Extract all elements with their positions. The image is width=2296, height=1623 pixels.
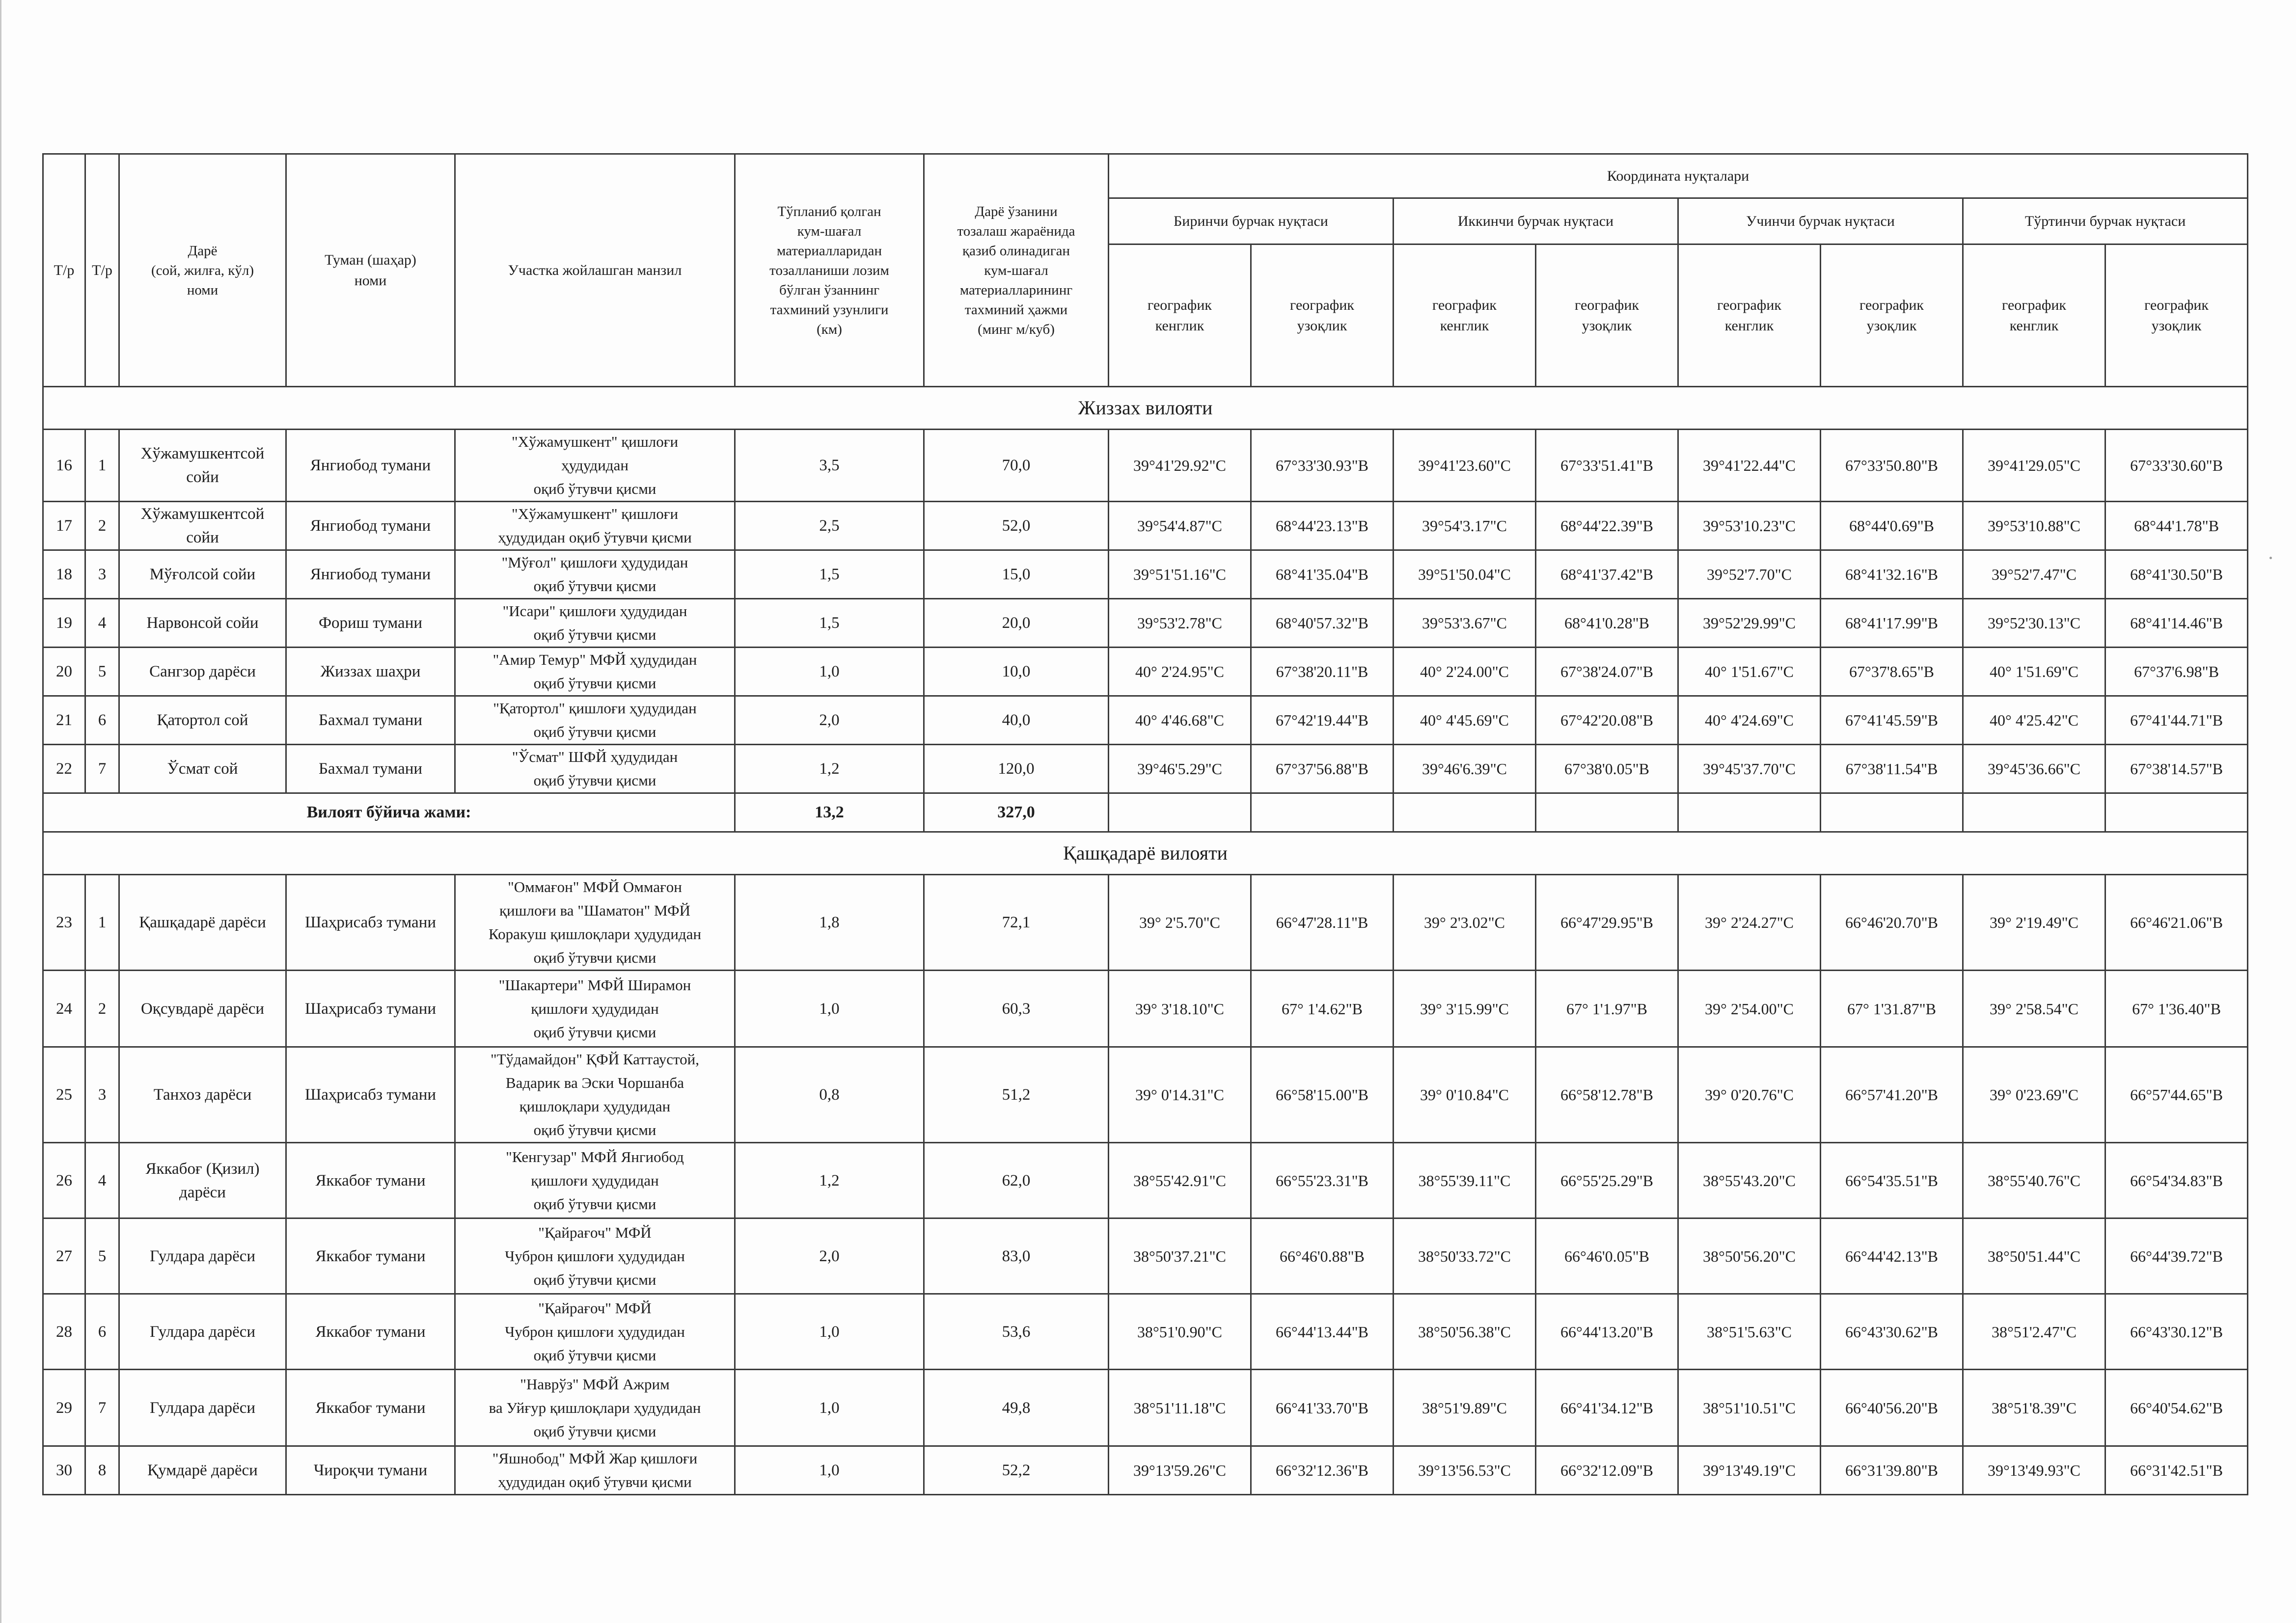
latitude-cell: 38°55'39.11"С xyxy=(1394,1143,1536,1218)
table-row xyxy=(43,875,2248,971)
longitude-cell: 67°33'30.93"В xyxy=(1251,430,1394,502)
length-km: 1,0 xyxy=(735,648,924,696)
longitude-cell: 66°47'29.95"В xyxy=(1536,875,1678,971)
longitude-cell: 66°43'30.62"В xyxy=(1821,1294,1963,1370)
district-name: Чироқчи тумани xyxy=(286,1446,455,1495)
site-address: "Қайрағоч" МФЙ Чуброн қишлоғи ҳудудидан оқиб ўтувчи қисми xyxy=(455,1294,735,1370)
table-row xyxy=(43,696,2248,745)
latitude-cell: 39°53'10.23"С xyxy=(1678,502,1821,550)
empty-cell xyxy=(1251,793,1394,832)
col-header-volume: Дарё ўзанини тозалаш жараёнида қазиб олинадиган кум-шағал материалларининг тахминий ҳажми (минг м/куб) xyxy=(924,154,1109,387)
longitude-cell: 68°44'0.69"В xyxy=(1821,502,1963,550)
longitude-cell: 66°41'33.70"В xyxy=(1251,1370,1394,1446)
river-name: Танхоз дарёси xyxy=(119,1047,286,1143)
longitude-cell: 67°42'19.44"В xyxy=(1251,696,1394,745)
site-address: "Тўдамайдон" ҚФЙ Каттаустой, Вадарик ва Эски Чоршанба қишлоқлари ҳудудидан оқиб ўтувчи қисми xyxy=(455,1047,735,1143)
row-number: 16 xyxy=(43,430,85,502)
longitude-cell: 68°44'22.39"В xyxy=(1536,502,1678,550)
longitude-cell: 68°41'17.99"В xyxy=(1821,599,1963,648)
site-address: "Исари" қишлоғи ҳудудидан оқиб ўтувчи қисми xyxy=(455,599,735,648)
region-total-label: Вилоят бўйича жами: xyxy=(43,793,735,832)
longitude-cell: 66°55'23.31"В xyxy=(1251,1143,1394,1218)
row-local-number: 1 xyxy=(85,875,119,971)
col-header-lon: географик узоқлик xyxy=(1536,244,1678,387)
river-name: Гулдара дарёси xyxy=(119,1370,286,1446)
latitude-cell: 39° 2'54.00"С xyxy=(1678,971,1821,1047)
length-km: 0,8 xyxy=(735,1047,924,1143)
length-km: 2,5 xyxy=(735,502,924,550)
district-name: Янгиобод тумани xyxy=(286,502,455,550)
longitude-cell: 66°58'12.78"В xyxy=(1536,1047,1678,1143)
volume-thousand-m3: 70,0 xyxy=(924,430,1109,502)
longitude-cell: 68°41'37.42"В xyxy=(1536,550,1678,599)
latitude-cell: 40° 4'46.68"С xyxy=(1109,696,1251,745)
empty-cell xyxy=(1109,793,1251,832)
latitude-cell: 40° 4'25.42"С xyxy=(1963,696,2105,745)
row-local-number: 7 xyxy=(85,1370,119,1446)
col-header-lat: географик кенглик xyxy=(1963,244,2105,387)
river-name: Қатортол сой xyxy=(119,696,286,745)
longitude-cell: 68°41'0.28"В xyxy=(1536,599,1678,648)
latitude-cell: 39° 2'58.54"С xyxy=(1963,971,2105,1047)
latitude-cell: 39°13'56.53"С xyxy=(1394,1446,1536,1495)
row-number: 23 xyxy=(43,875,85,971)
longitude-cell: 66°44'39.72"В xyxy=(2105,1218,2248,1294)
longitude-cell: 66°31'42.51"В xyxy=(2105,1446,2248,1495)
table-row xyxy=(43,1047,2248,1143)
longitude-cell: 66°43'30.12"В xyxy=(2105,1294,2248,1370)
longitude-cell: 66°57'44.65"В xyxy=(2105,1047,2248,1143)
volume-thousand-m3: 15,0 xyxy=(924,550,1109,599)
river-name: Мўғолсой сойи xyxy=(119,550,286,599)
latitude-cell: 39° 0'20.76"С xyxy=(1678,1047,1821,1143)
longitude-cell: 66°44'13.20"В xyxy=(1536,1294,1678,1370)
longitude-cell: 68°44'23.13"В xyxy=(1251,502,1394,550)
latitude-cell: 40° 1'51.67"С xyxy=(1678,648,1821,696)
region-total-length: 13,2 xyxy=(735,793,924,832)
volume-thousand-m3: 40,0 xyxy=(924,696,1109,745)
latitude-cell: 38°50'33.72"С xyxy=(1394,1218,1536,1294)
row-number: 18 xyxy=(43,550,85,599)
longitude-cell: 68°41'35.04"В xyxy=(1251,550,1394,599)
length-km: 2,0 xyxy=(735,696,924,745)
row-number: 30 xyxy=(43,1446,85,1495)
row-local-number: 4 xyxy=(85,1143,119,1218)
longitude-cell: 67°37'8.65"В xyxy=(1821,648,1963,696)
latitude-cell: 38°50'51.44"С xyxy=(1963,1218,2105,1294)
latitude-cell: 39° 0'10.84"С xyxy=(1394,1047,1536,1143)
latitude-cell: 39°54'3.17"С xyxy=(1394,502,1536,550)
scan-speck xyxy=(2269,557,2272,559)
length-km: 1,0 xyxy=(735,1294,924,1370)
longitude-cell: 67° 1'4.62"В xyxy=(1251,971,1394,1047)
latitude-cell: 39° 2'3.02"С xyxy=(1394,875,1536,971)
col-header-length: Тўпланиб қолган кум-шағал материалларидан тозалланиши лозим бўлган ўзаннинг тахминий узунлиги (км) xyxy=(735,154,924,387)
latitude-cell: 38°51'9.89"С xyxy=(1394,1370,1536,1446)
district-name: Яккабоғ тумани xyxy=(286,1218,455,1294)
site-address: "Мўғол" қишлоғи ҳудудидан оқиб ўтувчи қисми xyxy=(455,550,735,599)
row-number: 27 xyxy=(43,1218,85,1294)
district-name: Шаҳрисабз тумани xyxy=(286,875,455,971)
row-number: 28 xyxy=(43,1294,85,1370)
longitude-cell: 66°44'42.13"В xyxy=(1821,1218,1963,1294)
row-local-number: 8 xyxy=(85,1446,119,1495)
col-header-lat: географик кенглик xyxy=(1109,244,1251,387)
col-header-lon: географик узоқлик xyxy=(2105,244,2248,387)
col-header-district: Туман (шаҳар) номи xyxy=(286,154,455,387)
latitude-cell: 39° 3'18.10"С xyxy=(1109,971,1251,1047)
latitude-cell: 40° 1'51.69"С xyxy=(1963,648,2105,696)
length-km: 1,5 xyxy=(735,599,924,648)
district-name: Яккабоғ тумани xyxy=(286,1143,455,1218)
length-km: 1,0 xyxy=(735,971,924,1047)
river-name: Қумдарё дарёси xyxy=(119,1446,286,1495)
district-name: Янгиобод тумани xyxy=(286,550,455,599)
row-number: 26 xyxy=(43,1143,85,1218)
longitude-cell: 68°40'57.32"В xyxy=(1251,599,1394,648)
latitude-cell: 38°51'10.51"С xyxy=(1678,1370,1821,1446)
latitude-cell: 39°45'36.66"С xyxy=(1963,745,2105,793)
table-row xyxy=(43,550,2248,599)
longitude-cell: 67°38'0.05"В xyxy=(1536,745,1678,793)
row-number: 24 xyxy=(43,971,85,1047)
table-row xyxy=(43,1370,2248,1446)
latitude-cell: 38°55'42.91"С xyxy=(1109,1143,1251,1218)
longitude-cell: 66°57'41.20"В xyxy=(1821,1047,1963,1143)
region-name: Жиззах вилояти xyxy=(43,387,2248,430)
longitude-cell: 67°38'11.54"В xyxy=(1821,745,1963,793)
latitude-cell: 39°46'6.39"С xyxy=(1394,745,1536,793)
col-header-lat: географик кенглик xyxy=(1678,244,1821,387)
length-km: 1,0 xyxy=(735,1446,924,1495)
river-name: Хўжамушкентсой сойи xyxy=(119,430,286,502)
latitude-cell: 39°52'7.47"С xyxy=(1963,550,2105,599)
latitude-cell: 39°53'3.67"С xyxy=(1394,599,1536,648)
latitude-cell: 38°55'43.20"С xyxy=(1678,1143,1821,1218)
latitude-cell: 39°46'5.29"С xyxy=(1109,745,1251,793)
page-edge xyxy=(0,0,1,1623)
table-row xyxy=(43,1294,2248,1370)
latitude-cell: 39°52'7.70"С xyxy=(1678,550,1821,599)
row-number: 22 xyxy=(43,745,85,793)
district-name: Фориш тумани xyxy=(286,599,455,648)
latitude-cell: 39° 2'24.27"С xyxy=(1678,875,1821,971)
latitude-cell: 39° 0'23.69"С xyxy=(1963,1047,2105,1143)
empty-cell xyxy=(1821,793,1963,832)
region-row xyxy=(43,387,2248,430)
district-name: Жиззах шаҳри xyxy=(286,648,455,696)
site-address: "Қатортол" қишлоғи ҳудудидан оқиб ўтувчи қисми xyxy=(455,696,735,745)
empty-cell xyxy=(1536,793,1678,832)
latitude-cell: 39°41'29.05"С xyxy=(1963,430,2105,502)
site-address: "Шакартери" МФЙ Ширамон қишлоғи ҳудудидан оқиб ўтувчи қисми xyxy=(455,971,735,1047)
latitude-cell: 38°51'8.39"С xyxy=(1963,1370,2105,1446)
row-number: 19 xyxy=(43,599,85,648)
empty-cell xyxy=(1678,793,1821,832)
table-row xyxy=(43,1446,2248,1495)
table-row xyxy=(43,971,2248,1047)
latitude-cell: 39° 0'14.31"С xyxy=(1109,1047,1251,1143)
row-number: 17 xyxy=(43,502,85,550)
volume-thousand-m3: 10,0 xyxy=(924,648,1109,696)
row-number: 29 xyxy=(43,1370,85,1446)
river-name: Ўсмат сой xyxy=(119,745,286,793)
river-name: Нарвонсой сойи xyxy=(119,599,286,648)
river-name: Қашқадарё дарёси xyxy=(119,875,286,971)
longitude-cell: 68°41'30.50"В xyxy=(2105,550,2248,599)
latitude-cell: 38°50'56.20"С xyxy=(1678,1218,1821,1294)
longitude-cell: 67°41'44.71"В xyxy=(2105,696,2248,745)
region-total-row xyxy=(43,793,2248,832)
site-address: "Ўсмат" ШФЙ ҳудудидан оқиб ўтувчи қисми xyxy=(455,745,735,793)
volume-thousand-m3: 83,0 xyxy=(924,1218,1109,1294)
col-header-tr-local: Т/р xyxy=(85,154,119,387)
row-number: 25 xyxy=(43,1047,85,1143)
site-address: "Қайрағоч" МФЙ Чуброн қишлоғи ҳудудидан оқиб ўтувчи қисми xyxy=(455,1218,735,1294)
row-local-number: 1 xyxy=(85,430,119,502)
col-header-address: Участка жойлашган манзил xyxy=(455,154,735,387)
region-name: Қашқадарё вилояти xyxy=(43,832,2248,875)
latitude-cell: 40° 4'45.69"С xyxy=(1394,696,1536,745)
longitude-cell: 67°33'50.80"В xyxy=(1821,430,1963,502)
longitude-cell: 67°38'14.57"В xyxy=(2105,745,2248,793)
latitude-cell: 39° 2'19.49"С xyxy=(1963,875,2105,971)
latitude-cell: 40° 2'24.00"С xyxy=(1394,648,1536,696)
site-address: "Оммағон" МФЙ Оммағон қишлоғи ва "Шаматон" МФЙ Коракуш қишлоқлари ҳудудидан оқиб ўтувчи қисми xyxy=(455,875,735,971)
longitude-cell: 68°41'32.16"В xyxy=(1821,550,1963,599)
latitude-cell: 39°54'4.87"С xyxy=(1109,502,1251,550)
length-km: 1,2 xyxy=(735,745,924,793)
row-local-number: 3 xyxy=(85,550,119,599)
table-row xyxy=(43,502,2248,550)
row-local-number: 6 xyxy=(85,1294,119,1370)
volume-thousand-m3: 62,0 xyxy=(924,1143,1109,1218)
col-header-coordinates: Координата нуқталари xyxy=(1109,154,2248,198)
col-header-corner-3: Учинчи бурчак нуқтаси xyxy=(1678,198,1963,244)
latitude-cell: 39°45'37.70"С xyxy=(1678,745,1821,793)
latitude-cell: 38°51'0.90"С xyxy=(1109,1294,1251,1370)
river-name: Яккабоғ (Қизил) дарёси xyxy=(119,1143,286,1218)
longitude-cell: 66°55'25.29"В xyxy=(1536,1143,1678,1218)
longitude-cell: 66°31'39.80"В xyxy=(1821,1446,1963,1495)
longitude-cell: 66°32'12.36"В xyxy=(1251,1446,1394,1495)
length-km: 3,5 xyxy=(735,430,924,502)
volume-thousand-m3: 60,3 xyxy=(924,971,1109,1047)
longitude-cell: 67°33'51.41"В xyxy=(1536,430,1678,502)
volume-thousand-m3: 120,0 xyxy=(924,745,1109,793)
longitude-cell: 66°47'28.11"В xyxy=(1251,875,1394,971)
latitude-cell: 39°41'22.44"С xyxy=(1678,430,1821,502)
row-local-number: 7 xyxy=(85,745,119,793)
longitude-cell: 66°32'12.09"В xyxy=(1536,1446,1678,1495)
district-name: Янгиобод тумани xyxy=(286,430,455,502)
longitude-cell: 67°41'45.59"В xyxy=(1821,696,1963,745)
latitude-cell: 38°51'11.18"С xyxy=(1109,1370,1251,1446)
length-km: 1,5 xyxy=(735,550,924,599)
longitude-cell: 66°46'0.88"В xyxy=(1251,1218,1394,1294)
river-name: Сангзор дарёси xyxy=(119,648,286,696)
latitude-cell: 39°52'30.13"С xyxy=(1963,599,2105,648)
latitude-cell: 38°51'2.47"С xyxy=(1963,1294,2105,1370)
longitude-cell: 67°38'24.07"В xyxy=(1536,648,1678,696)
col-header-lon: географик узоқлик xyxy=(1821,244,1963,387)
col-header-lon: географик узоқлик xyxy=(1251,244,1394,387)
longitude-cell: 67° 1'36.40"В xyxy=(2105,971,2248,1047)
volume-thousand-m3: 20,0 xyxy=(924,599,1109,648)
latitude-cell: 39°13'59.26"С xyxy=(1109,1446,1251,1495)
site-address: "Наврўз" МФЙ Ажрим ва Уйғур қишлоқлари ҳудудидан оқиб ўтувчи қисми xyxy=(455,1370,735,1446)
site-address: "Хўжамушкент" қишлоғи ҳудудидан оқиб ўтувчи қисми xyxy=(455,502,735,550)
latitude-cell: 38°55'40.76"С xyxy=(1963,1143,2105,1218)
river-cleanup-table xyxy=(42,153,2248,1495)
district-name: Яккабоғ тумани xyxy=(286,1294,455,1370)
length-km: 1,0 xyxy=(735,1370,924,1446)
latitude-cell: 39°51'51.16"С xyxy=(1109,550,1251,599)
table-row xyxy=(43,648,2248,696)
col-header-tr: Т/р xyxy=(43,154,85,387)
col-header-corner-1: Биринчи бурчак нуқтаси xyxy=(1109,198,1394,244)
row-local-number: 4 xyxy=(85,599,119,648)
river-name: Хўжамушкентсой сойи xyxy=(119,502,286,550)
row-local-number: 6 xyxy=(85,696,119,745)
longitude-cell: 68°44'1.78"В xyxy=(2105,502,2248,550)
longitude-cell: 66°40'56.20"В xyxy=(1821,1370,1963,1446)
longitude-cell: 67°37'6.98"В xyxy=(2105,648,2248,696)
longitude-cell: 67°42'20.08"В xyxy=(1536,696,1678,745)
volume-thousand-m3: 53,6 xyxy=(924,1294,1109,1370)
longitude-cell: 67°33'30.60"В xyxy=(2105,430,2248,502)
region-row xyxy=(43,832,2248,875)
table-row xyxy=(43,599,2248,648)
longitude-cell: 66°44'13.44"В xyxy=(1251,1294,1394,1370)
longitude-cell: 67°38'20.11"В xyxy=(1251,648,1394,696)
latitude-cell: 38°50'56.38"С xyxy=(1394,1294,1536,1370)
longitude-cell: 66°46'21.06"В xyxy=(2105,875,2248,971)
length-km: 1,2 xyxy=(735,1143,924,1218)
latitude-cell: 39°13'49.19"С xyxy=(1678,1446,1821,1495)
district-name: Бахмал тумани xyxy=(286,745,455,793)
river-name: Оқсувдарё дарёси xyxy=(119,971,286,1047)
latitude-cell: 40° 4'24.69"С xyxy=(1678,696,1821,745)
longitude-cell: 67° 1'31.87"В xyxy=(1821,971,1963,1047)
latitude-cell: 38°50'37.21"С xyxy=(1109,1218,1251,1294)
district-name: Бахмал тумани xyxy=(286,696,455,745)
longitude-cell: 67° 1'1.97"В xyxy=(1536,971,1678,1047)
district-name: Шаҳрисабз тумани xyxy=(286,971,455,1047)
col-header-river: Дарё (сой, жилға, кўл) номи xyxy=(119,154,286,387)
table-body xyxy=(43,387,2248,1495)
empty-cell xyxy=(2105,793,2248,832)
river-name: Гулдара дарёси xyxy=(119,1294,286,1370)
length-km: 2,0 xyxy=(735,1218,924,1294)
latitude-cell: 38°51'5.63"С xyxy=(1678,1294,1821,1370)
empty-cell xyxy=(1394,793,1536,832)
volume-thousand-m3: 51,2 xyxy=(924,1047,1109,1143)
col-header-lat: географик кенглик xyxy=(1394,244,1536,387)
longitude-cell: 66°54'34.83"В xyxy=(2105,1143,2248,1218)
row-number: 20 xyxy=(43,648,85,696)
table-row xyxy=(43,1218,2248,1294)
volume-thousand-m3: 72,1 xyxy=(924,875,1109,971)
table-row xyxy=(43,430,2248,502)
row-local-number: 3 xyxy=(85,1047,119,1143)
row-number: 21 xyxy=(43,696,85,745)
latitude-cell: 39° 2'5.70"С xyxy=(1109,875,1251,971)
longitude-cell: 66°54'35.51"В xyxy=(1821,1143,1963,1218)
latitude-cell: 40° 2'24.95"С xyxy=(1109,648,1251,696)
site-address: "Кенгузар" МФЙ Янгиобод қишлоғи ҳудудидан оқиб ўтувчи қисми xyxy=(455,1143,735,1218)
longitude-cell: 66°58'15.00"В xyxy=(1251,1047,1394,1143)
longitude-cell: 68°41'14.46"В xyxy=(2105,599,2248,648)
site-address: "Яшнобод" МФЙ Жар қишлоғи ҳудудидан оқиб ўтувчи қисми xyxy=(455,1446,735,1495)
site-address: "Амир Темур" МФЙ ҳудудидан оқиб ўтувчи қисми xyxy=(455,648,735,696)
row-local-number: 2 xyxy=(85,971,119,1047)
latitude-cell: 39°53'2.78"С xyxy=(1109,599,1251,648)
latitude-cell: 39°13'49.93"С xyxy=(1963,1446,2105,1495)
table-header xyxy=(43,154,2248,387)
longitude-cell: 66°40'54.62"В xyxy=(2105,1370,2248,1446)
row-local-number: 2 xyxy=(85,502,119,550)
longitude-cell: 66°46'0.05"В xyxy=(1536,1218,1678,1294)
col-header-corner-4: Тўртинчи бурчак нуқтаси xyxy=(1963,198,2248,244)
district-name: Яккабоғ тумани xyxy=(286,1370,455,1446)
row-local-number: 5 xyxy=(85,1218,119,1294)
latitude-cell: 39°41'29.92"С xyxy=(1109,430,1251,502)
longitude-cell: 66°41'34.12"В xyxy=(1536,1370,1678,1446)
empty-cell xyxy=(1963,793,2105,832)
table-row xyxy=(43,745,2248,793)
row-local-number: 5 xyxy=(85,648,119,696)
region-total-volume: 327,0 xyxy=(924,793,1109,832)
district-name: Шаҳрисабз тумани xyxy=(286,1047,455,1143)
volume-thousand-m3: 52,0 xyxy=(924,502,1109,550)
length-km: 1,8 xyxy=(735,875,924,971)
latitude-cell: 39°51'50.04"С xyxy=(1394,550,1536,599)
longitude-cell: 66°46'20.70"В xyxy=(1821,875,1963,971)
site-address: "Хўжамушкент" қишлоғи ҳудудидан оқиб ўтувчи қисми xyxy=(455,430,735,502)
latitude-cell: 39°53'10.88"С xyxy=(1963,502,2105,550)
latitude-cell: 39° 3'15.99"С xyxy=(1394,971,1536,1047)
latitude-cell: 39°52'29.99"С xyxy=(1678,599,1821,648)
river-name: Гулдара дарёси xyxy=(119,1218,286,1294)
latitude-cell: 39°41'23.60"С xyxy=(1394,430,1536,502)
volume-thousand-m3: 52,2 xyxy=(924,1446,1109,1495)
longitude-cell: 67°37'56.88"В xyxy=(1251,745,1394,793)
table-row xyxy=(43,1143,2248,1218)
col-header-corner-2: Иккинчи бурчак нуқтаси xyxy=(1394,198,1678,244)
volume-thousand-m3: 49,8 xyxy=(924,1370,1109,1446)
